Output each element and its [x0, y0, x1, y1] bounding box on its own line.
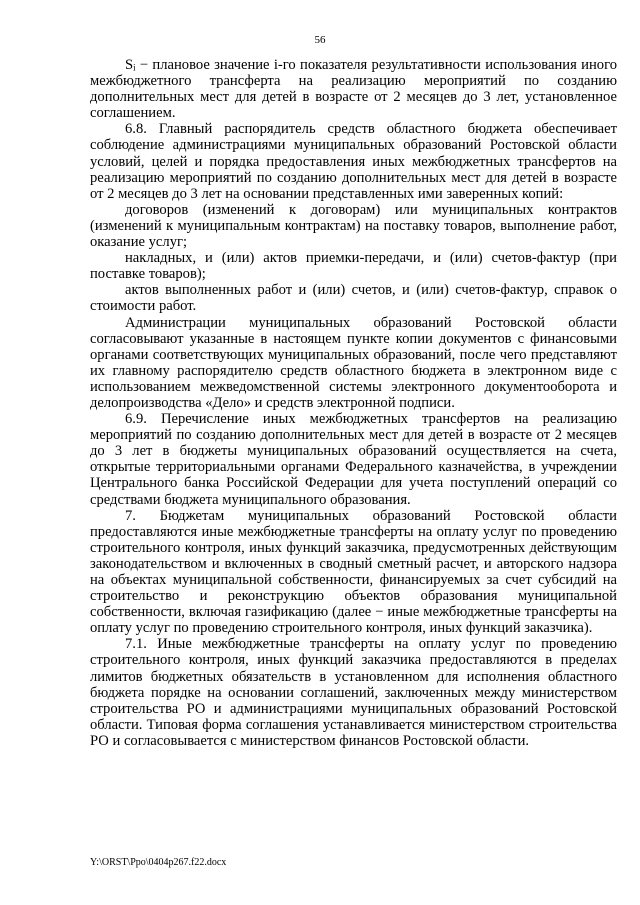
page-number: 56	[314, 34, 326, 46]
paragraph-administrations: Администрации муниципальных образований Ростовской области согласовывают указанные в настоящем пункте копии документов с финансовыми органами соответствующих муниципальных образований, после чего представляют их главному распорядителю средств областного бюджета в электронном виде с использованием межведомственной системы электронного документооборота и делопроизводства «Дело» и средств электронной подписи.	[90, 314, 617, 411]
paragraph-7: 7. Бюджетам муниципальных образований Ростовской области предоставляются иные межбюджетные трансферты на оплату услуг по проведению строительного контроля, иных функций заказчика, предусмотренных действующим законодательством и включенных в сводный сметный расчет, и авторского надзора на объектах муниципальной собственности, финансируемых за счет субсидий на строительство и реконструкцию объектов образования муниципальной собственности, включая газификацию (далее − иные межбюджетные трансферты на оплату услуг по проведению строительного контроля, иных функций заказчика).	[90, 507, 617, 637]
paragraph-si-definition: Sᵢ − плановое значение i-го показателя результативности использования иного межбюджетного трансферта на реализацию мероприятий по созданию дополнительных мест для детей в возрасте от 2 месяцев до 3 лет, установленное соглашением.	[90, 57, 617, 122]
paragraph-7-1: 7.1. Иные межбюджетные трансферты на оплату услуг по проведению строительного контроля, иных функций заказчика предоставляются в пределах лимитов бюджетных обязательств в установленном для исполнения областного бюджета порядке на основании соглашений, заключенных между министерством строительства РО и администрациями муниципальных образований Ростовской области. Типовая форма соглашения устанавливается министерством строительства РО и согласовывается с министерством финансов Ростовской области.	[90, 636, 617, 749]
paragraph-acts: актов выполненных работ и (или) счетов, и (или) счетов-фактур, справок о стоимости работ.	[90, 282, 617, 315]
paragraph-6-9: 6.9. Перечисление иных межбюджетных трансфертов на реализацию мероприятий по созданию дополнительных мест для детей в возрасте от 2 месяцев до 3 лет в бюджеты муниципальных образований осуществляется на счета, открытые территориальными органами Федерального казначейства, в учреждении Центрального банка Российской Федерации для учета поступлений операций со средствами бюджета муниципального образования.	[90, 411, 617, 508]
paragraph-invoices: накладных, и (или) актов приемки-передачи, и (или) счетов-фактур (при поставке товаров);	[90, 250, 617, 283]
footer-file-path: Y:\ORST\Ppo\0404p267.f22.docx	[90, 857, 227, 868]
paragraph-6-8: 6.8. Главный распорядитель средств областного бюджета обеспечивает соблюдение администрациями муниципальных образований Ростовской области условий, целей и порядка предоставления иных межбюджетных трансфертов на реализацию мероприятий по созданию дополнительных мест для детей в возрасте от 2 месяцев до 3 лет на основании представленных ими заверенных копий:	[90, 121, 617, 202]
document-body	[90, 57, 617, 749]
paragraph-contracts: договоров (изменений к договорам) или муниципальных контрактов (изменений к муниципальным контрактам) на поставку товаров, выполнение работ, оказание услуг;	[90, 201, 617, 251]
